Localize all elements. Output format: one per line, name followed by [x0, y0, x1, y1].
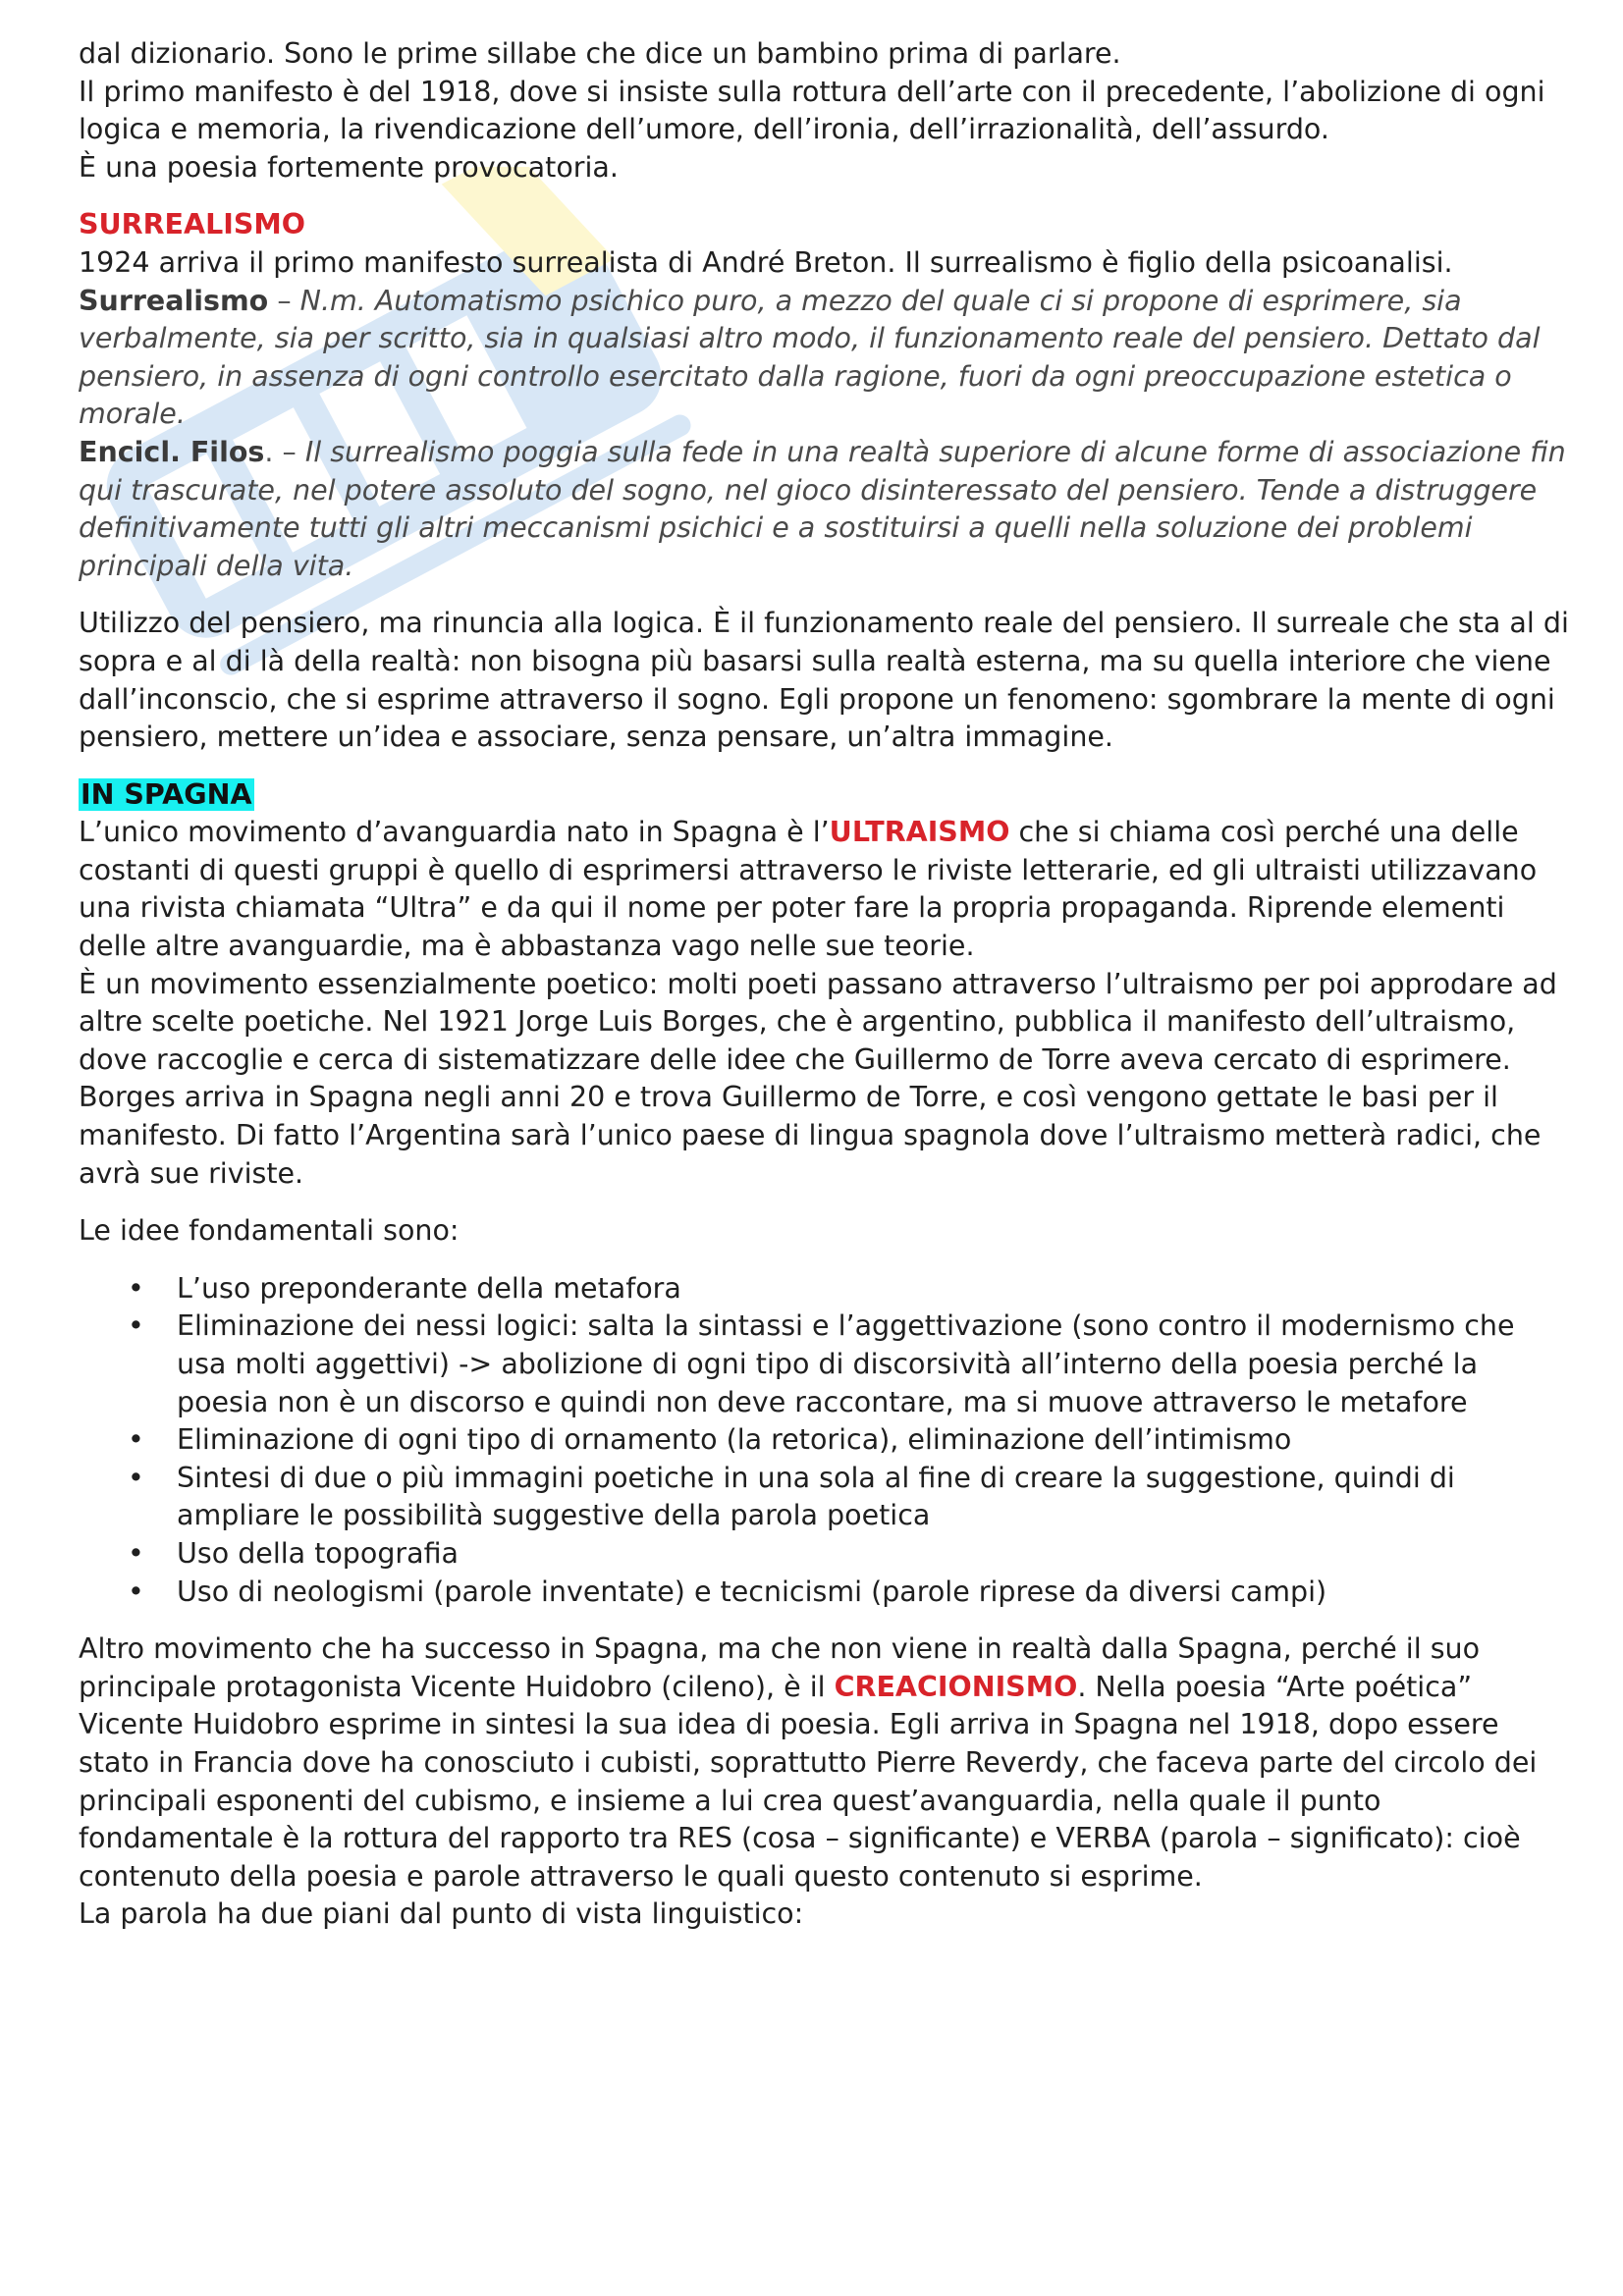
definition-term: Surrealismo	[79, 284, 269, 317]
definition-separator: –	[268, 284, 300, 317]
keyword-creacionismo: CREACIONISMO	[834, 1670, 1078, 1703]
text-run: Altro movimento che ha successo in Spagna, ma che non viene in realtà dalla Spagna, perché il suo principale protagonista Vicente Huidobro (cileno), è il	[79, 1632, 1481, 1703]
list-item-text: Eliminazione dei nessi logici: salta la sintassi e l’aggettivazione (sono contro il modernismo che usa molti aggettivi) -> abolizione di ogni tipo di discorsività all’interno della poesia perché la poesia non è un discorso e quindi non deve raccontare, ma si muove attraverso le metafore	[177, 1309, 1515, 1418]
keyword-ultraismo: ULTRAISMO	[829, 816, 1010, 849]
list-item-text: L’uso preponderante della metafora	[177, 1271, 681, 1305]
intro-paragraph-3: È una poesia fortemente provocatoria.	[79, 150, 619, 184]
heading-in-spagna: IN SPAGNA	[81, 777, 252, 811]
definition-encicl-filos	[79, 434, 1571, 585]
bullet-icon: •	[128, 1461, 144, 1494]
surrealismo-paragraph-2: Utilizzo del pensiero, ma rinuncia alla logica. È il funzionamento reale del pensiero. Il surreale che sta al di sopra e al di là della realtà: non bisogna più basarsi sulla realtà esterna, ma su quella interiore che viene dall’inconscio, che si esprime attraverso il sogno. Egli propone un fenomeno: sgombrare la mente di ogni pensiero, mettere un’idea e associare, senza pensare, un’altra immagine.	[79, 607, 1569, 754]
text-run: . Nella poesia “Arte poética” Vicente Huidobro esprime in sintesi la sua idea di poesia. Egli arriva in Spagna nel 1918, dopo essere stato in Francia dove ha conosciuto i cubisti, soprattutto Pierre Reverdy, che faceva parte del circolo dei principali esponenti del cubismo, e insieme a lui crea quest’avanguardia, nella quale il punto fondamentale è la rottura del rapporto tra RES (cosa – significante) e VERBA (parola – significato): cioè contenuto della poesia e parole attraverso le quali questo contenuto si esprime.	[79, 1670, 1538, 1893]
spagna-paragraph-3: Borges arriva in Spagna negli anni 20 e trova Guillermo de Torre, e così vengono gettate le basi per il manifesto. Di fatto l’Argentina sarà l’unico paese di lingua spagnola dove l’ultraismo metterà radici, che avrà sue riviste.	[79, 1081, 1542, 1190]
list-item-text: Uso della topografia	[177, 1536, 460, 1570]
bullet-icon: •	[128, 1271, 144, 1305]
definition-text: Il surrealismo poggia sulla fede in una realtà superiore di alcune forme di associazione fin qui trascurate, nel potere assoluto del sogno, nel gioco disinteressato del pensiero. Tende a distruggere definitivamente tutti gli altri meccanismi psichici e a sostituirsi a quelli nella soluzione dei problemi principali della vita.	[79, 435, 1566, 582]
list-item	[128, 1460, 1571, 1535]
definition-surrealismo	[79, 283, 1571, 434]
document-body	[79, 35, 1571, 1934]
list-item	[128, 1308, 1571, 1421]
list-item-text: Eliminazione di ogni tipo di ornamento (la retorica), eliminazione dell’intimismo	[177, 1423, 1292, 1457]
list-item	[128, 1270, 1571, 1308]
surrealismo-paragraph-1: 1924 arriva il primo manifesto surrealista di André Breton. Il surrealismo è figlio della psicoanalisi.	[79, 245, 1453, 279]
definition-term: Encicl. Filos	[79, 435, 265, 468]
bullet-icon: •	[128, 1575, 144, 1608]
heading-surrealismo: SURREALISMO	[79, 208, 305, 241]
definition-text: N.m. Automatismo psichico puro, a mezzo del quale ci si propone di esprimere, sia verbalmente, sia per scritto, sia in qualsiasi altro modo, il funzionamento reale del pensiero. Dettato dal pensiero, in assenza di ogni controllo esercitato dalla ragione, fuori da ogni preoccupazione estetica o morale.	[79, 284, 1541, 431]
list-item-text: Sintesi di due o più immagini poetiche in una sola al fine di creare la suggestione, quindi di ampliare le possibilità suggestive della parola poetica	[177, 1461, 1455, 1532]
text-run: L’unico movimento d’avanguardia nato in Spagna è l’	[79, 816, 830, 849]
section-heading-surrealismo	[79, 206, 1571, 244]
spagna-paragraph-1	[79, 814, 1571, 965]
list-item	[128, 1574, 1571, 1612]
ideas-intro: Le idee fondamentali sono:	[79, 1214, 460, 1248]
bullet-icon: •	[128, 1423, 144, 1457]
spagna-paragraph-4	[79, 1630, 1571, 1896]
bullet-icon: •	[128, 1536, 144, 1570]
spagna-paragraph-5: La parola ha due piani dal punto di vista linguistico:	[79, 1897, 804, 1931]
section-heading-spagna	[79, 776, 1571, 815]
list-item	[128, 1535, 1571, 1574]
definition-separator: . –	[264, 435, 305, 468]
list-item	[128, 1421, 1571, 1460]
intro-paragraph-1: dal dizionario. Sono le prime sillabe che dice un bambino prima di parlare.	[79, 37, 1121, 70]
intro-paragraph-2: Il primo manifesto è del 1918, dove si insiste sulla rottura dell’arte con il precedente, l’abolizione di ogni logica e memoria, la rivendicazione dell’umore, dell’ironia, dell’irrazionalità, dell’assurdo.	[79, 75, 1545, 146]
bullet-icon: •	[128, 1309, 144, 1343]
list-item-text: Uso di neologismi (parole inventate) e tecnicismi (parole riprese da diversi campi)	[177, 1575, 1327, 1608]
text-run: che si chiama così perché una delle costanti di questi gruppi è quello di esprimersi attraverso le riviste letterarie, ed gli ultraisti utilizzavano una rivista chiamata “Ultra” e da qui il nome per poter fare la propria propaganda. Riprende elementi delle altre avanguardie, ma è abbastanza vago nelle sue teorie.	[79, 816, 1538, 963]
spagna-paragraph-2: È un movimento essenzialmente poetico: molti poeti passano attraverso l’ultraismo per poi approdare ad altre scelte poetiche. Nel 1921 Jorge Luis Borges, che è argentino, pubblica il manifesto dell’ultraismo, dove raccoglie e cerca di sistematizzare delle idee che Guillermo de Torre aveva cercato di esprimere.	[79, 967, 1557, 1076]
ideas-list	[79, 1270, 1571, 1611]
